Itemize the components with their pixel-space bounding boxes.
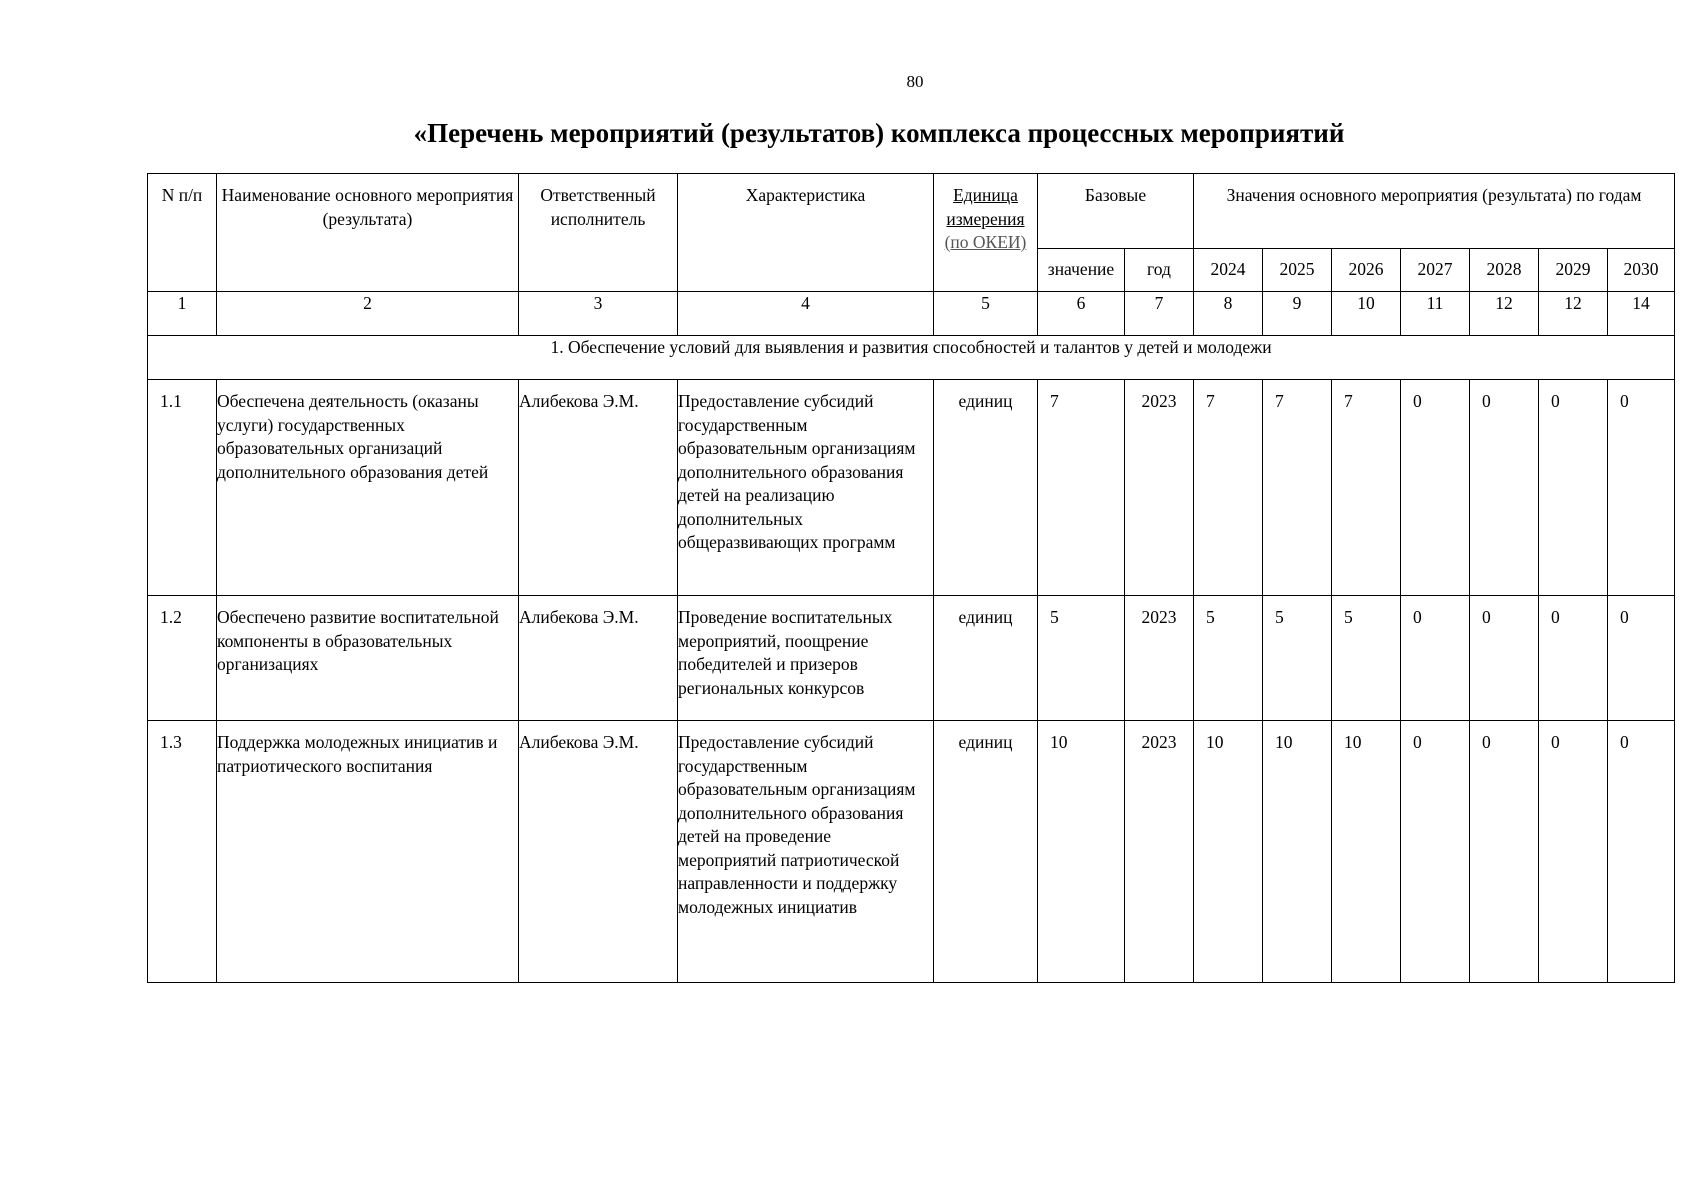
table-row bbox=[148, 596, 1675, 721]
row-value: 5 bbox=[1263, 596, 1332, 721]
column-number: 2 bbox=[217, 292, 519, 336]
row-value: 5 bbox=[1194, 596, 1263, 721]
row-responsible: Алибекова Э.М. bbox=[519, 596, 678, 721]
measures-table bbox=[147, 173, 1675, 983]
row-value: 0 bbox=[1401, 380, 1470, 596]
column-number-row bbox=[148, 292, 1675, 336]
row-value: 0 bbox=[1608, 596, 1675, 721]
document-title: «Перечень мероприятий (результатов) комплекса процессных мероприятий bbox=[413, 118, 1345, 148]
header-num: N п/п bbox=[148, 174, 217, 292]
row-value: 7 bbox=[1263, 380, 1332, 596]
row-value: 0 bbox=[1470, 380, 1539, 596]
row-value: 0 bbox=[1608, 380, 1675, 596]
row-value: 0 bbox=[1401, 721, 1470, 983]
table-row bbox=[148, 380, 1675, 596]
row-num: 1.3 bbox=[148, 721, 217, 983]
row-value: 5 bbox=[1332, 596, 1401, 721]
header-responsible: Ответственный исполнитель bbox=[519, 174, 678, 292]
header-year: 2024 bbox=[1194, 249, 1263, 292]
row-characteristic: Предоставление субсидий государственным образовательным организациям дополнительного образования детей на проведение мероприятий патриотической направленности и поддержку молодежных инициатив bbox=[678, 721, 934, 983]
column-number: 11 bbox=[1401, 292, 1470, 336]
column-number: 4 bbox=[678, 292, 934, 336]
column-number: 10 bbox=[1332, 292, 1401, 336]
column-number: 7 bbox=[1125, 292, 1194, 336]
header-year: 2026 bbox=[1332, 249, 1401, 292]
header-year: 2028 bbox=[1470, 249, 1539, 292]
row-num: 1.2 bbox=[148, 596, 217, 721]
row-base-value: 10 bbox=[1038, 721, 1125, 983]
header-unit-line3: (по ОКЕИ) bbox=[944, 232, 1027, 252]
row-base-year: 2023 bbox=[1125, 596, 1194, 721]
section-row bbox=[148, 336, 1675, 380]
header-base-year: год bbox=[1125, 249, 1194, 292]
header-row-1 bbox=[148, 174, 1675, 249]
header-year: 2029 bbox=[1539, 249, 1608, 292]
row-value: 0 bbox=[1539, 380, 1608, 596]
row-value: 10 bbox=[1332, 721, 1401, 983]
page-number: 80 bbox=[906, 72, 924, 91]
row-value: 0 bbox=[1470, 596, 1539, 721]
row-base-value: 5 bbox=[1038, 596, 1125, 721]
row-value: 10 bbox=[1194, 721, 1263, 983]
header-unit bbox=[934, 174, 1038, 292]
column-number: 9 bbox=[1263, 292, 1332, 336]
header-name: Наименование основного мероприятия (результата) bbox=[217, 174, 519, 292]
row-num: 1.1 bbox=[148, 380, 217, 596]
row-base-year: 2023 bbox=[1125, 721, 1194, 983]
header-unit-line2: измерения bbox=[946, 208, 1025, 229]
header-values: Значения основного мероприятия (результата) по годам bbox=[1194, 174, 1675, 249]
row-value: 0 bbox=[1401, 596, 1470, 721]
column-number: 5 bbox=[934, 292, 1038, 336]
section-title: 1. Обеспечение условий для выявления и развития способностей и талантов у детей и молодежи bbox=[148, 336, 1675, 380]
row-base-year: 2023 bbox=[1125, 380, 1194, 596]
header-year: 2027 bbox=[1401, 249, 1470, 292]
row-name: Обеспечено развитие воспитательной компоненты в образовательных организациях bbox=[217, 596, 519, 721]
header-year: 2030 bbox=[1608, 249, 1675, 292]
row-value: 0 bbox=[1539, 721, 1608, 983]
row-value: 0 bbox=[1539, 596, 1608, 721]
row-responsible: Алибекова Э.М. bbox=[519, 721, 678, 983]
row-value: 7 bbox=[1332, 380, 1401, 596]
column-number: 1 bbox=[148, 292, 217, 336]
row-characteristic: Предоставление субсидий государственным образовательным организациям дополнительного образования детей на реализацию дополнительных общеразвивающих программ bbox=[678, 380, 934, 596]
header-year: 2025 bbox=[1263, 249, 1332, 292]
header-base: Базовые bbox=[1038, 174, 1194, 249]
column-number: 8 bbox=[1194, 292, 1263, 336]
row-responsible: Алибекова Э.М. bbox=[519, 380, 678, 596]
row-name: Обеспечена деятельность (оказаны услуги) государственных образовательных организаций дополнительного образования детей bbox=[217, 380, 519, 596]
column-number: 12 bbox=[1470, 292, 1539, 336]
row-base-value: 7 bbox=[1038, 380, 1125, 596]
row-value: 0 bbox=[1608, 721, 1675, 983]
column-number: 3 bbox=[519, 292, 678, 336]
row-value: 10 bbox=[1263, 721, 1332, 983]
header-characteristic: Характеристика bbox=[678, 174, 934, 292]
row-unit: единиц bbox=[934, 596, 1038, 721]
header-unit-line1: Единица bbox=[953, 185, 1018, 205]
table-row bbox=[148, 721, 1675, 983]
column-number: 6 bbox=[1038, 292, 1125, 336]
column-number: 14 bbox=[1608, 292, 1675, 336]
column-number: 12 bbox=[1539, 292, 1608, 336]
row-value: 7 bbox=[1194, 380, 1263, 596]
row-value: 0 bbox=[1470, 721, 1539, 983]
row-unit: единиц bbox=[934, 721, 1038, 983]
row-unit: единиц bbox=[934, 380, 1038, 596]
header-base-value: значение bbox=[1038, 249, 1125, 292]
row-characteristic: Проведение воспитательных мероприятий, поощрение победителей и призеров региональных конкурсов bbox=[678, 596, 934, 721]
row-name: Поддержка молодежных инициатив и патриотического воспитания bbox=[217, 721, 519, 983]
